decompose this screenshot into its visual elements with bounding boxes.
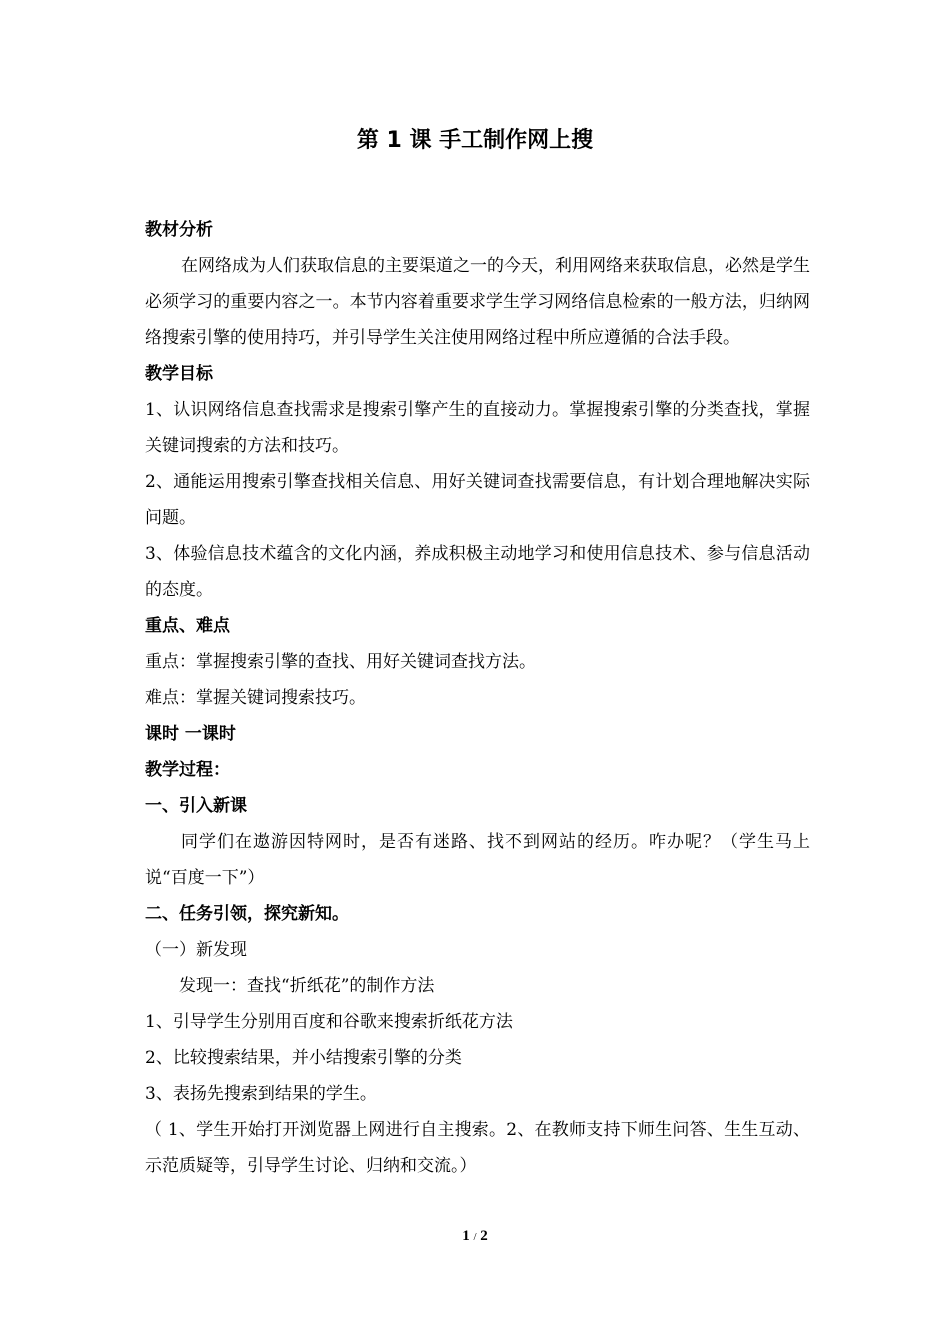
section-heading-analysis: 教材分析 (145, 220, 213, 240)
key-point-line: 重点：掌握搜索引擎的查找、用好关键词查找方法。 (145, 652, 536, 672)
section-heading-goals: 教学目标 (145, 364, 213, 384)
discovery-one-line: 发现一：查找“折纸花”的制作方法 (179, 976, 435, 996)
step-item-2: 2、比较搜索结果，并小结搜索引擎的分类 (145, 1048, 462, 1068)
document-title: 第 1 课 手工制作网上搜 (356, 128, 594, 153)
part-one-paragraph: 同学们在遨游因特网时，是否有迷路、找不到网站的经历。咋办呢？（学生马上说“百度一下”） (145, 832, 810, 888)
document-body (145, 212, 810, 1184)
step-item-3: 3、表扬先搜索到结果的学生。 (145, 1084, 377, 1104)
page-current: 1 (462, 1228, 470, 1244)
goal-item-2: 2、通能运用搜索引擎查找相关信息、用好关键词查找需要信息，有计划合理地解决实际问题。 (145, 472, 810, 528)
section-heading-hours: 课时 一课时 (145, 724, 236, 744)
section-heading-process: 教学过程： (145, 760, 230, 780)
page-separator: / (473, 1231, 477, 1243)
activity-note: （ 1、学生开始打开浏览器上网进行自主搜索。2、在教师支持下师生问答、生生互动、示范质疑等，引导学生讨论、归纳和交流。） (145, 1120, 810, 1176)
page-number (0, 1226, 950, 1247)
analysis-paragraph: 在网络成为人们获取信息的主要渠道之一的今天，利用网络来获取信息，必然是学生必须学习的重要内容之一。本节内容着重要求学生学习网络信息检索的一般方法，归纳网络搜索引擎的使用持巧，并引导学生关注使用网络过程中所应遵循的合法手段。 (145, 256, 810, 348)
goal-item-1: 1、认识网络信息查找需求是搜索引擎产生的直接动力。掌握搜索引擎的分类查找，掌握关键词搜索的方法和技巧。 (145, 400, 810, 456)
part-two-heading: 二、任务引领，探究新知。 (145, 904, 349, 924)
difficult-point-line: 难点：掌握关键词搜索技巧。 (145, 688, 366, 708)
goal-item-3: 3、体验信息技术蕴含的文化内涵，养成积极主动地学习和使用信息技术、参与信息活动的态度。 (145, 544, 810, 600)
section-heading-key-points: 重点、难点 (145, 616, 230, 636)
page-total: 2 (480, 1228, 488, 1244)
part-one-heading: 一、引入新课 (145, 796, 247, 816)
step-item-1: 1、引导学生分别用百度和谷歌来搜索折纸花方法 (145, 1012, 513, 1032)
sub-heading-new-discovery: （一）新发现 (145, 940, 247, 960)
